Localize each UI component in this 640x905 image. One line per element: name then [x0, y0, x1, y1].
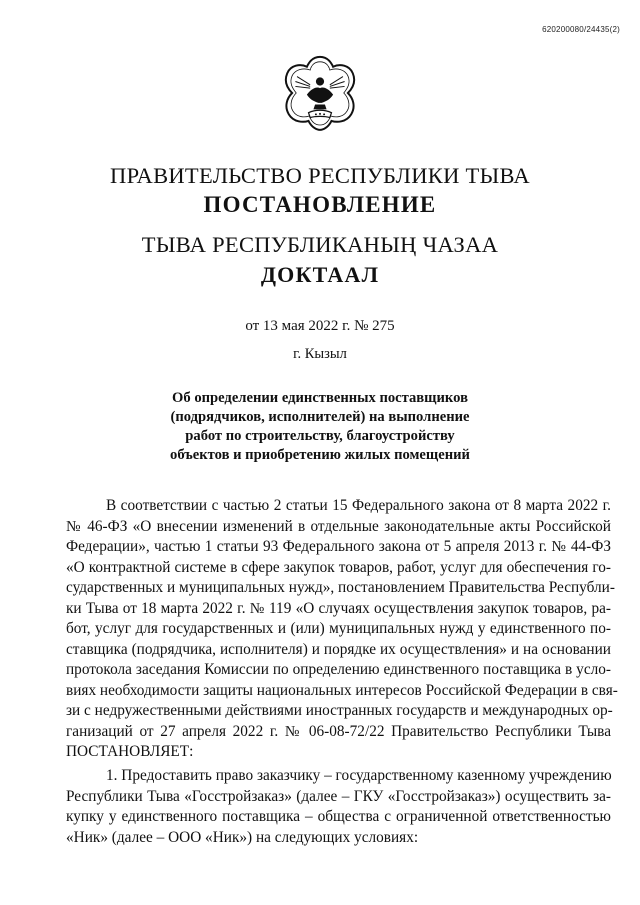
text-line: сударственных и муниципальных нужд», постановлением Правительства Республи- [66, 579, 615, 596]
decree-title [0, 389, 640, 465]
text-line: ганизаций от 27 апреля 2022 г. № 06-08-72/22 Правительство Республики Тыва [66, 722, 611, 740]
tyva-coat-of-arms-icon [279, 52, 361, 134]
text-line: ПОСТАНОВЛЯЕТ: [66, 743, 194, 760]
text-line: купку у единственного поставщика – общества с ограниченной ответственностью [66, 808, 611, 825]
text-line: ставщика (подрядчика, исполнителя) и порядке их осуществления» и на основании [66, 640, 611, 658]
decree-date-number: от 13 мая 2022 г. № 275 [245, 318, 395, 334]
text-line: 1. Предоставить право заказчику – государственному казенному учреждению [106, 767, 612, 784]
government-name: ПРАВИТЕЛЬСТВО РЕСПУБЛИКИ ТЫВА [110, 163, 530, 188]
government-name-tyvan: ТЫВА РЕСПУБЛИКАНЫҢ ЧАЗАА [141, 232, 499, 257]
title-line: работ по строительству, благоустройству [185, 428, 455, 444]
text-line: зи с недружественными действиями иностранных государств и международных ор- [66, 702, 613, 719]
text-line: протокола заседания Комиссии по определению единственного поставщика в усло- [66, 661, 611, 678]
document-code: 620200080/24435(2) [542, 25, 620, 34]
clause-1-paragraph [66, 766, 611, 848]
decree-type: ПОСТАНОВЛЕНИЕ [203, 192, 437, 217]
text-line: № 46-ФЗ «О внесении изменений в отдельные законодательные акты Российской [66, 517, 611, 535]
title-line: объектов и приобретению жилых помещений [170, 447, 470, 463]
text-line: Федерации», частью 1 статьи 93 Федерального закона от 5 апреля 2013 г. № 44-ФЗ [66, 538, 611, 555]
text-line: «Ник» (далее – ООО «Ник») на следующих условиях: [66, 828, 419, 846]
text-line: В соответствии с частью 2 статьи 15 Федерального закона от 8 марта 2022 г. [106, 497, 611, 514]
text-line: ки Тыва от 18 марта 2022 г. № 119 «О случаях осуществления закупок товаров, ра- [66, 599, 611, 617]
title-line: Об определении единственных поставщиков [172, 390, 468, 406]
text-line: виях необходимости защиты национальных интересов Российской Федерации в свя- [66, 681, 618, 699]
text-line: Республики Тыва «Госстройзаказ» (далее – ГКУ «Госстройзаказ») осуществить за- [66, 787, 611, 805]
decree-city: г. Кызыл [293, 346, 347, 362]
text-line: «О контрактной системе в сфере закупок товаров, работ, услуг для обеспечения го- [66, 558, 611, 576]
title-line: (подрядчиков, исполнителей) на выполнение [170, 409, 470, 425]
decree-type-tyvan: ДОКТААЛ [260, 262, 380, 287]
text-line: бот, услуг для государственных и (или) муниципальных нужд у единственного по- [66, 620, 611, 637]
preamble-paragraph [66, 496, 618, 763]
